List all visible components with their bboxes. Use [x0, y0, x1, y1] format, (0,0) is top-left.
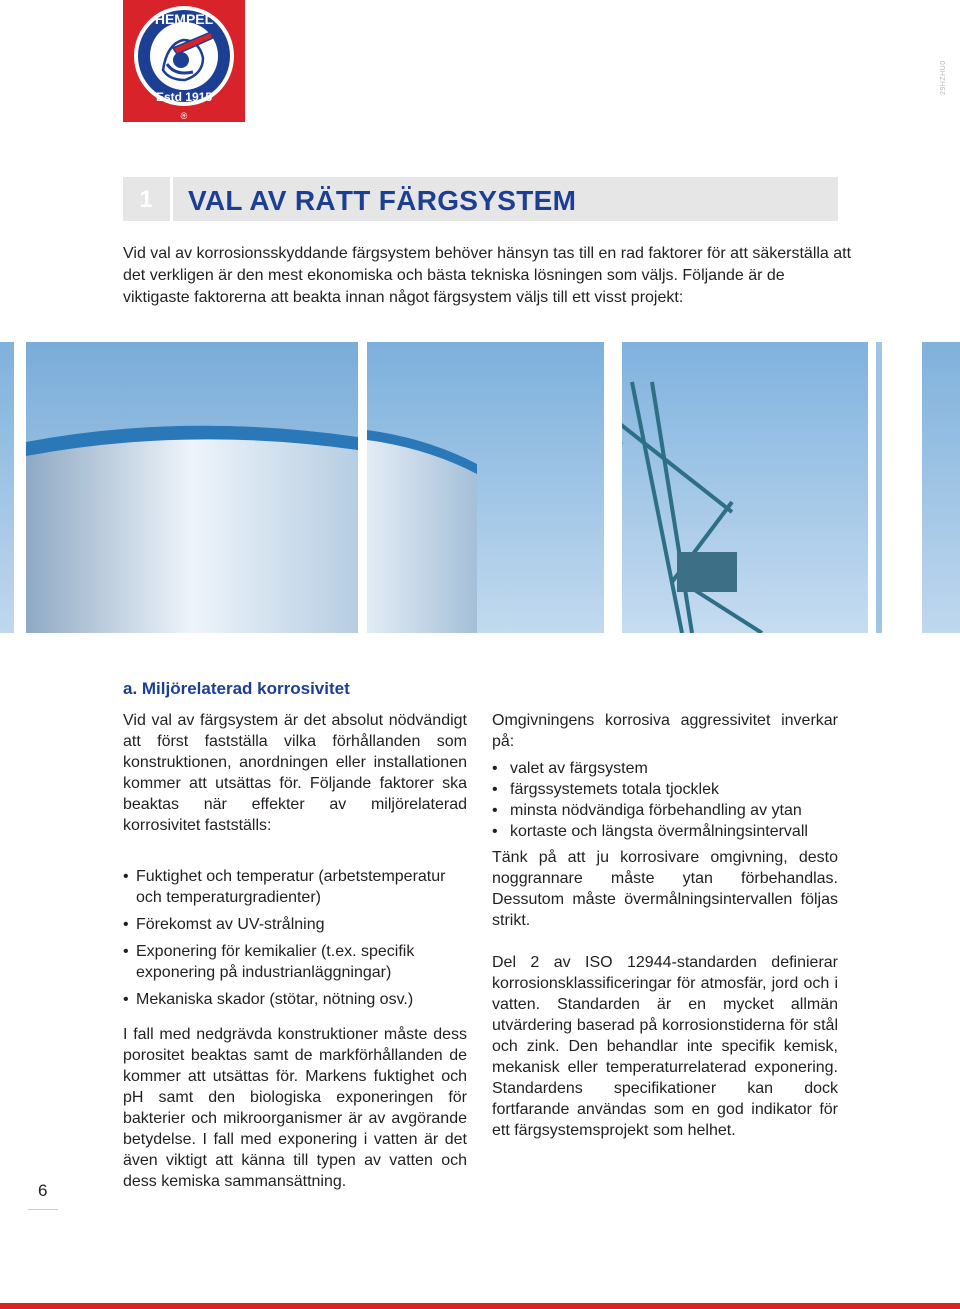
right-paragraph-1: Tänk på att ju korrosivare omgivning, desto noggrannare måste ytan förbehandlas. Dessutom måste övermålningsintervallen följas strikt. — [492, 849, 838, 929]
photo-panel-sky — [0, 342, 14, 633]
right-intro-paragraph: Omgivningens korrosiva aggressivitet inverkar på: — [492, 712, 838, 750]
photo-panel-tank-left — [26, 342, 358, 633]
logo-established-text: Estd 1915 — [155, 90, 213, 104]
section-title: VAL AV RÄTT FÄRGSYSTEM — [188, 185, 577, 216]
list-item: • Förekomst av UV-strålning — [123, 914, 467, 935]
side-code: 29HZHU0 — [940, 60, 947, 95]
logo-registered-mark: ® — [180, 111, 188, 121]
sailor-head — [173, 52, 189, 68]
left-intro-paragraph: Vid val av färgsystem är det absolut nödvändigt att först fastställa vilka förhållanden som konstruktionen, anordningen eller installationen kommer att utsättas för. Följande faktorer ska beaktas när effekter av miljörelaterad korrosivitet fastställs: — [123, 712, 467, 834]
list-item: • minsta nödvändiga förbehandling av ytan — [492, 800, 838, 821]
crane-cabin — [677, 552, 737, 592]
list-item: • valet av färgsystem — [492, 758, 838, 779]
list-item: • färgssystemets totala tjocklek — [492, 779, 838, 800]
list-item: • kortaste och längsta övermålningsintervall — [492, 821, 838, 842]
photo-panel-tank-right — [367, 342, 604, 633]
bottom-accent-bar — [0, 1303, 960, 1309]
photo-panel-strip — [876, 342, 882, 633]
section-number: 1 — [139, 186, 153, 213]
logo-brand-text: HEMPEL — [154, 11, 214, 27]
list-item: • Exponering för kemikalier (t.ex. specifik exponering på industrianläggningar) — [123, 941, 467, 983]
page-number-rule — [28, 1209, 58, 1210]
factor-list — [123, 866, 467, 1010]
storage-tank — [26, 426, 358, 633]
effects-list — [492, 758, 838, 842]
right-column — [492, 710, 838, 1141]
page-number: 6 — [38, 1181, 48, 1200]
hempel-logo — [123, 0, 245, 122]
right-paragraph-2: Del 2 av ISO 12944-standarden definierar korrosionsklassificeringar för atmosfär, jord och i vatten. Standarden är en mycket allmän utvärdering baserad på korrosionstiderna för stål och zink. Den behandlar inte specifik kemisk, mekanisk eller temperaturrelaterad exponering. Standardens specifikationer kan dock fortfarande användas som en god indikator för ett färgsystemsprojekt som helhet. — [492, 954, 838, 1139]
photo-panel-crane — [622, 342, 868, 633]
intro-paragraph: Vid val av korrosionsskyddande färgsystem behöver hänsyn tas till en rad faktorer för att säkerställa att det verkligen är den mest ekonomiska och bästa tekniska lösningen som väljs. Följande är de viktigaste faktorerna att beakta innan något färgsystem väljs till ett visst projekt: — [123, 245, 852, 306]
subsection-heading: a. Miljörelaterad korrosivitet — [123, 679, 350, 698]
list-item: • Mekaniska skador (stötar, nötning osv.) — [123, 989, 467, 1010]
section-header — [123, 177, 838, 221]
list-item: • Fuktighet och temperatur (arbetstemperatur och temperaturgradienter) — [123, 866, 467, 908]
left-closing-paragraph: I fall med nedgrävda konstruktioner måste dess porositet beaktas samt de markförhållanden de kommer att utsättas för. Markens fuktighet och pH samt den biologiska exponeringen för bakterier och mikroorganismer är av avgörande betydelse. I fall med exponering i vatten är det även viktigt att känna till typen av vatten och dess kemiska sammansättning. — [123, 1026, 467, 1190]
photo-strip — [0, 342, 960, 633]
hempel-emblem — [123, 0, 245, 122]
left-column — [123, 710, 467, 1192]
section-divider — [170, 177, 173, 221]
photo-panel-sky-right — [922, 342, 960, 633]
